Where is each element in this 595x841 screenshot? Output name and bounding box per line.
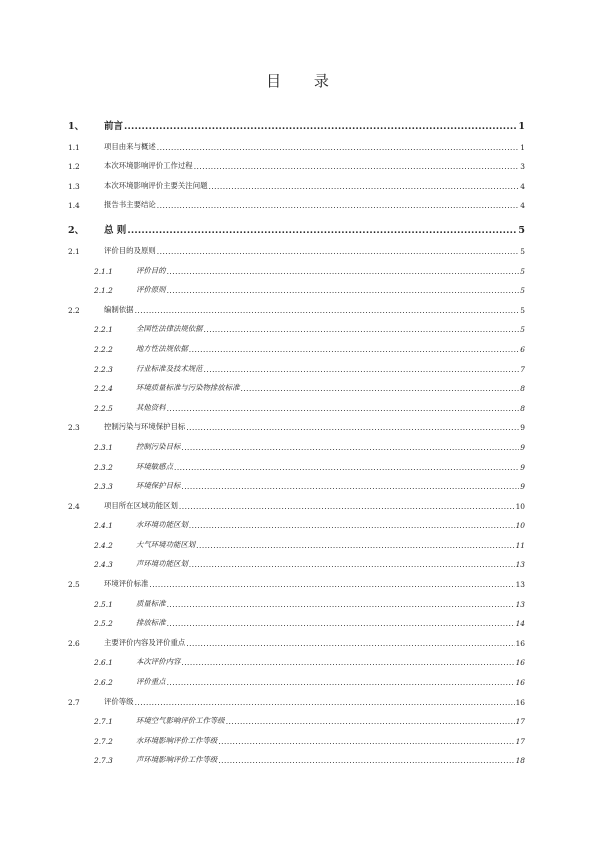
dot-leader [181, 443, 519, 452]
toc-entry-2.4[interactable] [68, 491, 525, 511]
toc-entry-2.7[interactable] [68, 687, 525, 707]
toc-entry-page-number: 5 [520, 305, 525, 315]
toc-entry-title: 评价目的 [136, 265, 166, 275]
dot-leader [186, 639, 514, 648]
toc-entry-page-number: 4 [520, 201, 525, 211]
toc-entry-page-number: 3 [520, 162, 525, 172]
toc-entry-number: 2、 [68, 225, 85, 237]
toc-entry-title: 本次环境影响评价主要关注问题 [104, 180, 208, 190]
toc-entry-page-number: 10 [515, 521, 525, 531]
toc-entry-page-number: 5 [520, 325, 525, 335]
toc-entry-2.5.2[interactable] [68, 609, 525, 629]
dot-leader [196, 541, 514, 550]
toc-entry-number: 2.2.2 [94, 344, 113, 354]
toc-entry-title: 项目所在区域功能区划 [104, 500, 178, 510]
toc-entry-page-number: 1 [518, 121, 525, 132]
dot-leader [189, 521, 515, 530]
toc-entry-page-number: 1 [520, 142, 525, 152]
toc-entry-2.2.1[interactable] [68, 315, 525, 335]
toc-entry-number: 2.6 [68, 638, 80, 648]
toc-entry-title: 声环境影响评价工作等级 [136, 755, 218, 765]
toc-entry-number: 2.7.1 [94, 717, 113, 727]
toc-entry-number: 1.1 [68, 142, 80, 152]
toc-entry-1.4[interactable] [68, 191, 525, 211]
toc-entry-2.3[interactable] [68, 413, 525, 433]
dot-leader [127, 225, 517, 236]
dot-leader [135, 306, 520, 315]
toc-entry-2.6.1[interactable] [68, 648, 525, 668]
toc-entry-title: 评价目的及原则 [104, 245, 156, 255]
dot-leader [189, 560, 515, 569]
toc-entry-1[interactable] [68, 109, 525, 132]
dot-leader [240, 384, 519, 393]
toc-entry-title: 本次环境影响评价工作过程 [104, 161, 193, 171]
toc-entry-1.1[interactable] [68, 132, 525, 152]
toc-entry-number: 2.2.3 [94, 364, 113, 374]
toc-entry-title: 环境质量标准与污染物排放标准 [136, 383, 240, 393]
toc-entry-title: 排放标准 [136, 618, 166, 628]
toc-entry-number: 1、 [68, 121, 85, 132]
toc-entry-number: 2.7.2 [94, 736, 113, 746]
toc-entry-number: 2.6.1 [94, 658, 113, 668]
toc-entry-page-number: 9 [520, 462, 525, 472]
toc-entry-2.3.2[interactable] [68, 452, 525, 472]
toc-entry-title: 环境敏感点 [136, 461, 173, 471]
dot-leader [218, 756, 514, 765]
dot-leader [179, 502, 515, 511]
toc-entry-title: 行业标准及技术规范 [136, 363, 203, 373]
toc-entry-title: 环境评价标准 [104, 579, 149, 589]
toc-entry-title: 前言 [104, 121, 124, 132]
dot-leader [174, 463, 519, 472]
toc-entry-page-number: 17 [515, 717, 525, 727]
toc-entry-page-number: 13 [515, 599, 525, 609]
toc-entry-page-number: 14 [515, 619, 525, 629]
toc-entry-page-number: 10 [515, 501, 525, 511]
toc-entry-page-number: 8 [520, 403, 525, 413]
toc-entry-page-number: 17 [515, 736, 525, 746]
toc-entry-1.2[interactable] [68, 152, 525, 172]
toc-entry-number: 2.3.1 [94, 442, 113, 452]
toc-entry-number: 2.4.1 [94, 521, 113, 531]
toc-entry-title: 水环境功能区划 [136, 520, 188, 530]
dot-leader [194, 162, 520, 171]
dot-leader [226, 717, 515, 726]
toc-entry-2.3.1[interactable] [68, 432, 525, 452]
dot-leader [204, 365, 520, 374]
toc-entry-2.6[interactable] [68, 628, 525, 648]
toc-entry-title: 质量标准 [136, 598, 166, 608]
toc-entry-page-number: 16 [515, 638, 525, 648]
toc-entry-2.3.3[interactable] [68, 472, 525, 492]
toc-entry-title: 控制污染目标 [136, 441, 181, 451]
dot-leader [157, 247, 520, 256]
toc-entry-page-number: 13 [515, 560, 525, 570]
toc-entry-number: 2.2 [68, 305, 80, 315]
toc-entry-title: 其他资料 [136, 402, 166, 412]
toc-entry-page-number: 6 [520, 344, 525, 354]
toc-entry-number: 2.5.1 [94, 599, 113, 609]
toc-entry-2.7.1[interactable] [68, 707, 525, 727]
dot-leader [181, 658, 514, 667]
toc-entry-page-number: 16 [515, 678, 525, 688]
toc-entry-number: 2.1 [68, 246, 80, 256]
toc-entry-title: 项目由来与概述 [104, 141, 156, 151]
page-title: 目 录 [266, 72, 343, 90]
toc-entry-number: 2.1.2 [94, 286, 113, 296]
toc-entry-title: 主要评价内容及评价重点 [104, 637, 186, 647]
dot-leader [149, 580, 514, 589]
dot-leader [135, 698, 515, 707]
toc-entry-page-number: 11 [515, 540, 525, 550]
dot-leader [208, 182, 519, 191]
toc-entry-page-number: 16 [515, 697, 525, 707]
toc-entry-2.5.1[interactable] [68, 589, 525, 609]
toc-entry-2.1[interactable] [68, 236, 525, 256]
toc-entry-page-number: 9 [520, 482, 525, 492]
toc-entry-title: 控制污染与环境保护目标 [104, 422, 186, 432]
dot-leader [124, 121, 517, 132]
toc-entry-title: 水环境影响评价工作等级 [136, 735, 218, 745]
toc-entry-title: 评价重点 [136, 677, 166, 687]
toc-entry-page-number: 16 [515, 658, 525, 668]
dot-leader [181, 482, 519, 491]
toc-entry-number: 2.4 [68, 501, 80, 511]
toc-entry-2.2.5[interactable] [68, 393, 525, 413]
toc-entry-page-number: 9 [520, 423, 525, 433]
dot-leader [189, 345, 520, 354]
toc-entry-title: 报告书主要结论 [104, 200, 156, 210]
toc-entry-number: 2.4.2 [94, 540, 113, 550]
toc-entry-number: 2.2.5 [94, 403, 113, 413]
toc-entry-number: 2.5.2 [94, 619, 113, 629]
toc-entry-title: 编制依据 [104, 304, 134, 314]
toc-entry-number: 2.3.3 [94, 482, 113, 492]
toc-entry-page-number: 7 [520, 364, 525, 374]
dot-leader [167, 619, 515, 628]
table-of-contents [68, 106, 525, 765]
toc-entry-title: 评价等级 [104, 696, 134, 706]
toc-entry-2.4.3[interactable] [68, 550, 525, 570]
dot-leader [167, 404, 520, 413]
toc-entry-number: 2.2.1 [94, 325, 113, 335]
toc-entry-page-number: 18 [515, 756, 525, 766]
toc-entry-page-number: 4 [520, 181, 525, 191]
toc-entry-title: 全国性法律法规依据 [136, 324, 203, 334]
dot-leader [204, 325, 520, 334]
toc-entry-title: 本次评价内容 [136, 657, 181, 667]
toc-entry-page-number: 5 [520, 246, 525, 256]
dot-leader [186, 423, 519, 432]
toc-entry-page-number: 5 [520, 286, 525, 296]
dot-leader [157, 201, 520, 210]
toc-entry-title: 大气环境功能区划 [136, 539, 196, 549]
dot-leader [167, 286, 520, 295]
toc-entry-number: 2.2.4 [94, 384, 113, 394]
toc-entry-2.6.2[interactable] [68, 667, 525, 687]
dot-leader [167, 678, 515, 687]
toc-entry-2.2.4[interactable] [68, 374, 525, 394]
toc-entry-title: 环境空气影响评价工作等级 [136, 716, 225, 726]
toc-entry-2.2.3[interactable] [68, 354, 525, 374]
toc-entry-title: 声环境功能区划 [136, 559, 188, 569]
toc-entry-number: 2.5 [68, 580, 80, 590]
toc-entry-number: 1.3 [68, 181, 80, 191]
toc-entry-2.7.2[interactable] [68, 726, 525, 746]
dot-leader [218, 737, 514, 746]
toc-entry-page-number: 9 [520, 442, 525, 452]
toc-entry-2[interactable] [68, 213, 525, 236]
toc-entry-2.2[interactable] [68, 295, 525, 315]
toc-entry-page-number: 5 [518, 225, 525, 237]
toc-entry-number: 2.7.3 [94, 756, 113, 766]
toc-entry-1.3[interactable] [68, 171, 525, 191]
toc-entry-2.5[interactable] [68, 569, 525, 589]
toc-entry-number: 1.2 [68, 162, 80, 172]
toc-entry-title: 评价原则 [136, 285, 166, 295]
toc-entry-page-number: 5 [520, 266, 525, 276]
toc-entry-number: 1.4 [68, 201, 80, 211]
toc-entry-number: 2.3.2 [94, 462, 113, 472]
toc-entry-page-number: 13 [515, 580, 525, 590]
toc-entry-title: 地方性法规依据 [136, 343, 188, 353]
toc-entry-number: 2.7 [68, 697, 80, 707]
dot-leader [167, 267, 520, 276]
toc-entry-2.1.2[interactable] [68, 276, 525, 296]
toc-entry-number: 2.6.2 [94, 678, 113, 688]
toc-entry-title: 总 则 [104, 225, 127, 237]
toc-entry-number: 2.1.1 [94, 266, 113, 276]
toc-entry-2.7.3[interactable] [68, 746, 525, 766]
toc-entry-2.1.1[interactable] [68, 256, 525, 276]
toc-entry-2.4.2[interactable] [68, 530, 525, 550]
toc-entry-2.2.2[interactable] [68, 334, 525, 354]
toc-entry-2.4.1[interactable] [68, 511, 525, 531]
dot-leader [167, 600, 515, 609]
toc-entry-number: 2.3 [68, 423, 80, 433]
toc-entry-title: 环境保护目标 [136, 481, 181, 491]
toc-entry-number: 2.4.3 [94, 560, 113, 570]
toc-entry-page-number: 8 [520, 384, 525, 394]
dot-leader [157, 143, 520, 152]
